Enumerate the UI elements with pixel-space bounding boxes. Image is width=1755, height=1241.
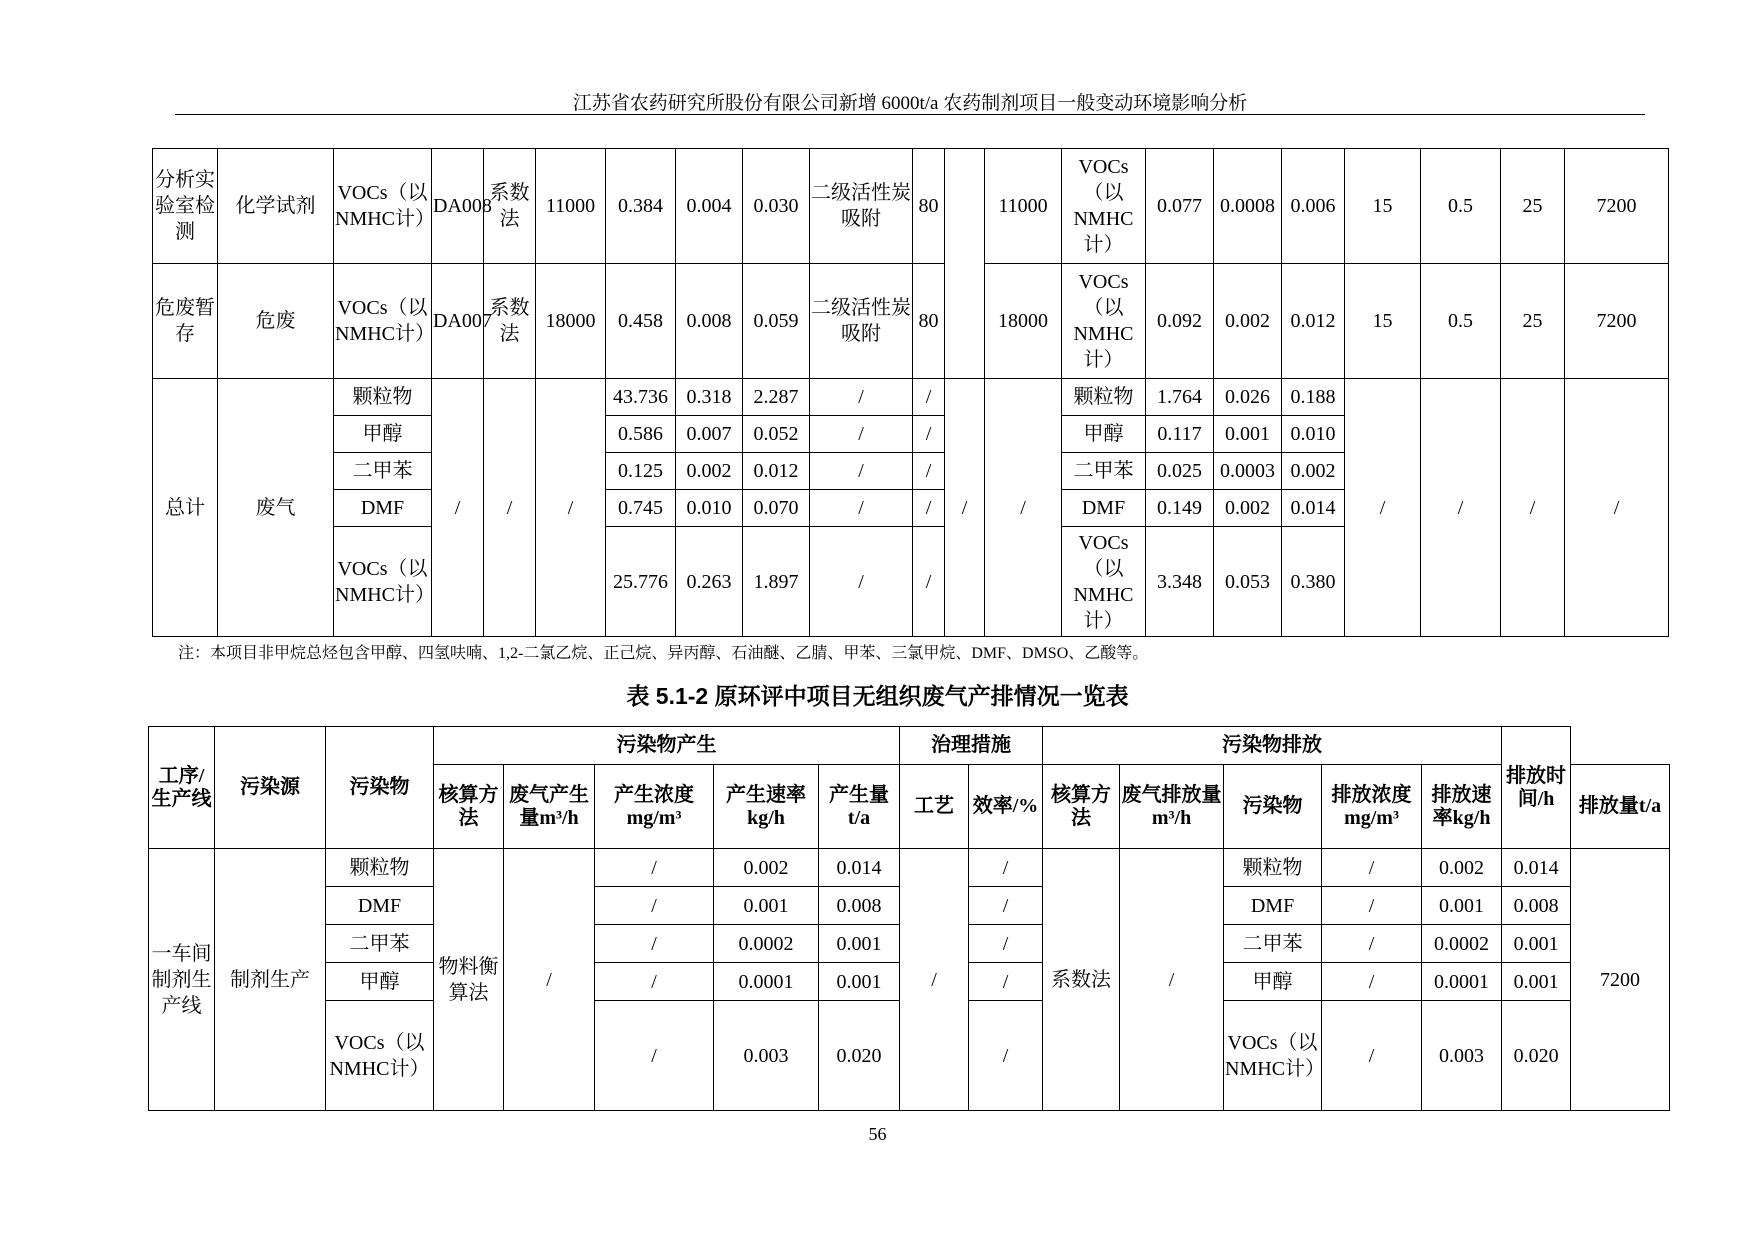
cell-treatment: 二级活性炭吸附 — [810, 149, 913, 264]
cell-slash: / — [810, 453, 913, 490]
cell-gen-rate: 0.001 — [714, 887, 819, 925]
point-source-table — [152, 148, 1669, 637]
cell-emit-conc: 0.117 — [1146, 416, 1214, 453]
cell-qty: 1.897 — [743, 527, 810, 637]
cell-pollutant: DMF — [334, 490, 432, 527]
cell-gen-qty: 0.001 — [819, 925, 900, 963]
cell-slash: / — [913, 416, 945, 453]
cell-gen-rate: 0.003 — [714, 1001, 819, 1111]
cell-emit-flow: 11000 — [985, 149, 1062, 264]
cell-qty: 0.059 — [743, 264, 810, 379]
table-header-row — [149, 727, 1670, 765]
cell-qty: 0.052 — [743, 416, 810, 453]
cell-slash: / — [1322, 887, 1422, 925]
cell-source: 化学试剂 — [218, 149, 334, 264]
cell-rate: 0.318 — [676, 379, 743, 416]
header-efficiency: 效率/% — [969, 765, 1043, 849]
cell-conc: 25.776 — [606, 527, 676, 637]
header-process: 工序/生产线 — [149, 727, 215, 849]
cell-slash: / — [1322, 1001, 1422, 1111]
cell-emit-pollutant: 颗粒物 — [1224, 849, 1322, 887]
cell-slash: / — [595, 849, 714, 887]
cell-slash: / — [432, 379, 484, 637]
header-emit-rate: 排放速率kg/h — [1422, 765, 1502, 849]
table-caption: 表 5.1-2 原环评中项目无组织废气产排情况一览表 — [626, 683, 1129, 709]
table-row — [153, 264, 1669, 379]
header-emit-flow: 废气排放量m³/h — [1120, 765, 1224, 849]
cell-emit-rate: 0.002 — [1214, 264, 1282, 379]
cell-rate: 0.004 — [676, 149, 743, 264]
cell-total-label: 总计 — [153, 379, 218, 637]
cell-flow: 11000 — [536, 149, 606, 264]
cell-rate: 0.263 — [676, 527, 743, 637]
cell-emit-flow: 18000 — [985, 264, 1062, 379]
cell-emit-conc: 1.764 — [1146, 379, 1214, 416]
cell-height: 15 — [1345, 149, 1421, 264]
cell-emit-rate: 0.0001 — [1422, 963, 1502, 1001]
cell-emit-rate: 0.002 — [1214, 490, 1282, 527]
cell-slash: / — [810, 379, 913, 416]
header-generation: 污染物产生 — [434, 727, 900, 765]
cell-emit-rate: 0.053 — [1214, 527, 1282, 637]
cell-emit-conc: 0.092 — [1146, 264, 1214, 379]
cell-slash: / — [969, 887, 1043, 925]
cell-emit-pollutant: VOCs（以NMHC计） — [1224, 1001, 1322, 1111]
cell-rate: 0.002 — [676, 453, 743, 490]
cell-emit-qty: 0.012 — [1282, 264, 1345, 379]
cell-emit-conc: 0.025 — [1146, 453, 1214, 490]
cell-gen-rate: 0.0001 — [714, 963, 819, 1001]
table-row — [153, 379, 1669, 416]
cell-emit-method: 系数法 — [1043, 849, 1120, 1111]
cell-gen-qty: 0.014 — [819, 849, 900, 887]
cell-emit-rate: 0.026 — [1214, 379, 1282, 416]
cell-method: 系数法 — [484, 149, 536, 264]
header-time: 排放时间/h — [1502, 727, 1571, 849]
cell-emit-qty: 0.002 — [1282, 453, 1345, 490]
cell-emit-rate: 0.002 — [1422, 849, 1502, 887]
cell-process: 分析实验室检测 — [153, 149, 218, 264]
cell-gen-qty: 0.008 — [819, 887, 900, 925]
cell-emit-pollutant: 甲醇 — [1224, 963, 1322, 1001]
cell-pollutant: DMF — [326, 887, 434, 925]
cell-emit-qty: 0.008 — [1502, 887, 1571, 925]
cell-diameter: 0.5 — [1421, 149, 1501, 264]
cell-slash: / — [810, 416, 913, 453]
cell-emit-rate: 0.0002 — [1422, 925, 1502, 963]
cell-emit-qty: 0.014 — [1502, 849, 1571, 887]
cell-gen-rate: 0.002 — [714, 849, 819, 887]
cell-slash: / — [969, 1001, 1043, 1111]
cell-slash: / — [945, 379, 985, 637]
page-header-title: 江苏省农药研究所股份有限公司新增 6000t/a 农药制剂项目一般变动环境影响分析 — [572, 93, 1248, 114]
cell-time: 7200 — [1571, 849, 1670, 1111]
cell-pollutant: VOCs（以NMHC计） — [334, 264, 432, 379]
cell-treatment: 二级活性炭吸附 — [810, 264, 913, 379]
cell-emit-pollutant: 二甲苯 — [1224, 925, 1322, 963]
cell-slash: / — [810, 527, 913, 637]
cell-conc: 0.745 — [606, 490, 676, 527]
header-craft: 工艺 — [900, 765, 969, 849]
cell-slash: / — [1345, 379, 1421, 637]
cell-slash: / — [913, 527, 945, 637]
header-gen-flow: 废气产生量m³/h — [504, 765, 595, 849]
cell-emit-qty: 0.188 — [1282, 379, 1345, 416]
cell-pollutant: 二甲苯 — [326, 925, 434, 963]
header-gen-conc: 产生浓度mg/m³ — [595, 765, 714, 849]
cell-outlet: DA007 — [432, 264, 484, 379]
cell-slash: / — [1501, 379, 1565, 637]
cell-method: 系数法 — [484, 264, 536, 379]
cell-emit-pollutant: VOCs（以NMHC计） — [1062, 149, 1146, 264]
cell-emit-qty: 0.001 — [1502, 963, 1571, 1001]
header-emission: 污染物排放 — [1043, 727, 1502, 765]
page-number: 56 — [868, 1124, 887, 1144]
header-treatment: 治理措施 — [900, 727, 1043, 765]
cell-emit-qty: 0.014 — [1282, 490, 1345, 527]
cell-gen-qty: 0.020 — [819, 1001, 900, 1111]
cell-slash: / — [595, 1001, 714, 1111]
cell-emit-qty: 0.380 — [1282, 527, 1345, 637]
cell-emit-pollutant: VOCs（以NMHC计） — [1062, 264, 1146, 379]
cell-slash: / — [913, 453, 945, 490]
cell-pollutant: 甲醇 — [334, 416, 432, 453]
header-pollutant: 污染物 — [326, 727, 434, 849]
cell-slash: / — [504, 849, 595, 1111]
cell-conc: 43.736 — [606, 379, 676, 416]
cell-gen-qty: 0.001 — [819, 963, 900, 1001]
cell-pollutant: VOCs（以NMHC计） — [334, 149, 432, 264]
cell-emit-qty: 0.010 — [1282, 416, 1345, 453]
header-emit-pollutant: 污染物 — [1224, 765, 1322, 849]
cell-slash: / — [913, 490, 945, 527]
cell-conc: 0.125 — [606, 453, 676, 490]
cell-emit-pollutant: 二甲苯 — [1062, 453, 1146, 490]
table-note: 注：本项目非甲烷总烃包含甲醇、四氢呋喃、1,2-二氯乙烷、正己烷、异丙醇、石油醚、乙腈、甲苯、三氯甲烷、DMF、DMSO、乙酸等。 — [178, 645, 1149, 662]
cell-emit-conc: 3.348 — [1146, 527, 1214, 637]
cell-emit-rate: 0.0003 — [1214, 453, 1282, 490]
cell-conc: 0.458 — [606, 264, 676, 379]
header-emit-conc: 排放浓度mg/m³ — [1322, 765, 1422, 849]
cell-conc: 0.586 — [606, 416, 676, 453]
header-rule — [175, 114, 1645, 115]
cell-pollutant: 甲醇 — [326, 963, 434, 1001]
cell-temp: 25 — [1501, 264, 1565, 379]
cell-slash: / — [595, 925, 714, 963]
cell-source: 制剂生产 — [215, 849, 326, 1111]
table-row — [153, 149, 1669, 264]
cell-emit-rate: 0.001 — [1422, 887, 1502, 925]
cell-slash: / — [1120, 849, 1224, 1111]
cell-rate: 0.010 — [676, 490, 743, 527]
header-emit-method: 核算方法 — [1043, 765, 1120, 849]
cell-slash: / — [900, 849, 969, 1111]
cell-emit-rate: 0.001 — [1214, 416, 1282, 453]
cell-gen-method: 物料衡算法 — [434, 849, 504, 1111]
cell-slash: / — [913, 379, 945, 416]
cell-emit-pollutant: VOCs（以NMHC计） — [1062, 527, 1146, 637]
cell-efficiency: 80 — [913, 264, 945, 379]
header-gen-qty: 产生量t/a — [819, 765, 900, 849]
cell-pollutant: VOCs（以NMHC计） — [326, 1001, 434, 1111]
cell-pollutant: 二甲苯 — [334, 453, 432, 490]
cell-rate: 0.007 — [676, 416, 743, 453]
cell-diameter: 0.5 — [1421, 264, 1501, 379]
cell-empty — [945, 149, 985, 379]
cell-slash: / — [969, 925, 1043, 963]
cell-source: 危废 — [218, 264, 334, 379]
cell-height: 15 — [1345, 264, 1421, 379]
cell-process: 危废暂存 — [153, 264, 218, 379]
table-row — [149, 849, 1670, 887]
cell-hours: 7200 — [1565, 264, 1669, 379]
cell-slash: / — [969, 963, 1043, 1001]
cell-slash: / — [985, 379, 1062, 637]
header-emit-qty: 排放量t/a — [1571, 765, 1670, 849]
cell-emit-pollutant: DMF — [1062, 490, 1146, 527]
cell-temp: 25 — [1501, 149, 1565, 264]
cell-flow: 18000 — [536, 264, 606, 379]
cell-outlet: DA008 — [432, 149, 484, 264]
cell-rate: 0.008 — [676, 264, 743, 379]
header-gen-rate: 产生速率kg/h — [714, 765, 819, 849]
cell-emit-rate: 0.003 — [1422, 1001, 1502, 1111]
cell-slash: / — [1322, 849, 1422, 887]
cell-line: 一车间制剂生产线 — [149, 849, 215, 1111]
cell-slash: / — [1322, 925, 1422, 963]
cell-emit-pollutant: 颗粒物 — [1062, 379, 1146, 416]
cell-qty: 0.012 — [743, 453, 810, 490]
cell-slash: / — [536, 379, 606, 637]
fugitive-emission-table — [148, 726, 1670, 1111]
cell-slash: / — [1421, 379, 1501, 637]
cell-emit-qty: 0.020 — [1502, 1001, 1571, 1111]
cell-gen-rate: 0.0002 — [714, 925, 819, 963]
cell-slash: / — [595, 887, 714, 925]
cell-emit-conc: 0.149 — [1146, 490, 1214, 527]
cell-slash: / — [1565, 379, 1669, 637]
cell-efficiency: 80 — [913, 149, 945, 264]
cell-emit-qty: 0.006 — [1282, 149, 1345, 264]
header-gen-method: 核算方法 — [434, 765, 504, 849]
cell-emit-pollutant: 甲醇 — [1062, 416, 1146, 453]
cell-qty: 0.030 — [743, 149, 810, 264]
cell-emit-qty: 0.001 — [1502, 925, 1571, 963]
cell-qty: 2.287 — [743, 379, 810, 416]
cell-qty: 0.070 — [743, 490, 810, 527]
cell-slash: / — [484, 379, 536, 637]
cell-emit-pollutant: DMF — [1224, 887, 1322, 925]
cell-slash: / — [810, 490, 913, 527]
cell-pollutant: 颗粒物 — [326, 849, 434, 887]
cell-conc: 0.384 — [606, 149, 676, 264]
cell-pollutant: VOCs（以NMHC计） — [334, 527, 432, 637]
cell-emit-conc: 0.077 — [1146, 149, 1214, 264]
cell-slash: / — [1322, 963, 1422, 1001]
cell-slash: / — [595, 963, 714, 1001]
cell-pollutant: 颗粒物 — [334, 379, 432, 416]
cell-slash: / — [969, 849, 1043, 887]
cell-emit-rate: 0.0008 — [1214, 149, 1282, 264]
cell-total-source: 废气 — [218, 379, 334, 637]
header-source: 污染源 — [215, 727, 326, 849]
cell-hours: 7200 — [1565, 149, 1669, 264]
